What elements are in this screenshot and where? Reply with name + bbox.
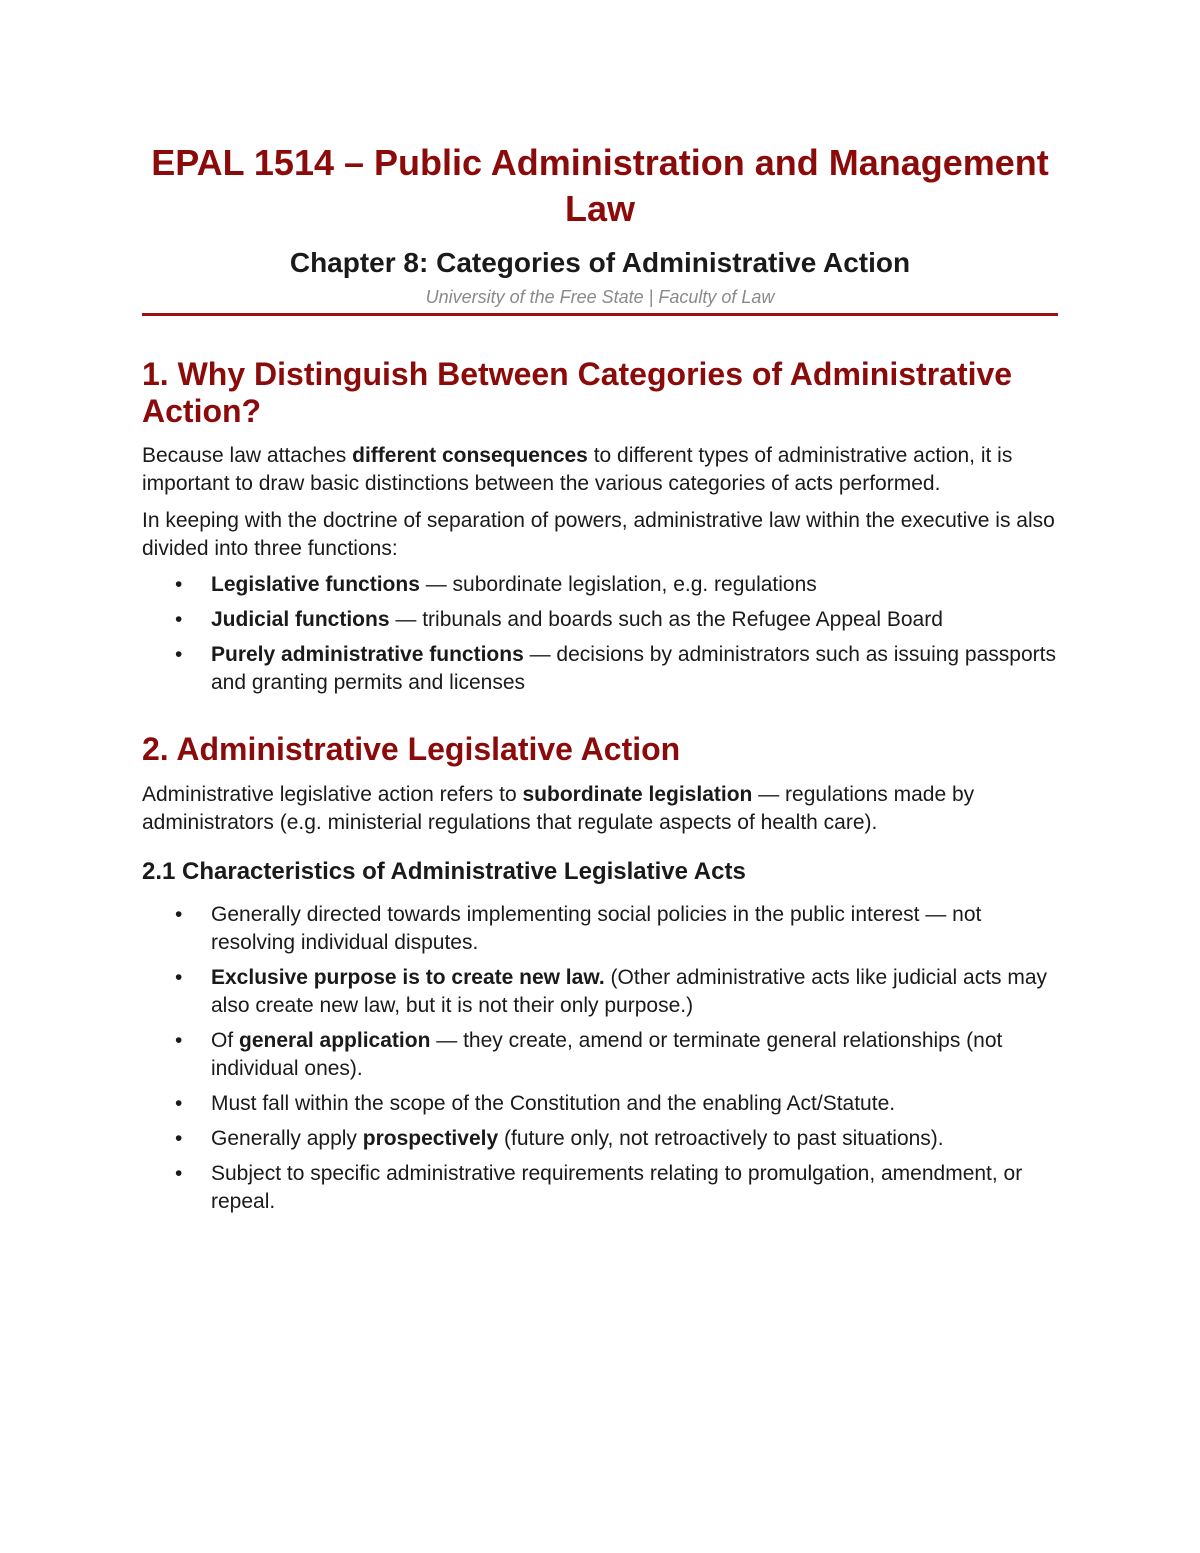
text-run: Subject to specific administrative requirements relating to promulgation, amendment, or repeal. bbox=[211, 1162, 1023, 1213]
text-run: Must fall within the scope of the Constitution and the enabling Act/Statute. bbox=[211, 1092, 896, 1115]
text-run: Because law attaches bbox=[142, 444, 353, 467]
section-2-1-heading: 2.1 Characteristics of Administrative Legislative Acts bbox=[142, 858, 746, 885]
bullet: • bbox=[175, 966, 183, 989]
bold-term: different consequences bbox=[352, 444, 588, 467]
text-run: Generally directed towards implementing social policies in the public interest — not resolving individual disputes. bbox=[211, 903, 982, 954]
bullet: • bbox=[175, 1092, 183, 1115]
text-run: Administrative legislative action refers to bbox=[142, 783, 523, 806]
document-title: EPAL 1514 – Public Administration and Management Law bbox=[151, 142, 1049, 229]
text-run: to different types of administrative action, it is important to draw basic distinctions between the various categories of acts performed. bbox=[142, 444, 1013, 495]
document-page bbox=[142, 140, 1058, 1223]
bold-term: general application bbox=[239, 1029, 431, 1052]
bold-term: Judicial functions bbox=[211, 608, 390, 631]
list-item bbox=[142, 571, 1058, 599]
bold-term: prospectively bbox=[362, 1127, 499, 1150]
text-run: — decisions by administrators such as issuing passports and granting permits and licenses bbox=[211, 643, 1056, 694]
chapter-subtitle: Chapter 8: Categories of Administrative Action bbox=[289, 247, 911, 278]
list-item bbox=[142, 1160, 1058, 1216]
list-item bbox=[142, 1027, 1058, 1083]
bullet: • bbox=[175, 573, 183, 596]
list-item bbox=[142, 964, 1058, 1020]
title-divider bbox=[142, 313, 1058, 316]
bullet: • bbox=[175, 1162, 183, 1185]
bold-term: Exclusive purpose is to create new law. bbox=[211, 966, 605, 989]
affiliation-line: University of the Free State | Faculty of Law bbox=[425, 287, 775, 307]
characteristics-list bbox=[142, 901, 1058, 1216]
list-item bbox=[142, 1125, 1058, 1153]
list-item bbox=[142, 1090, 1058, 1118]
bullet: • bbox=[175, 1127, 183, 1150]
bold-term: subordinate legislation bbox=[522, 783, 753, 806]
bold-term: Purely administrative functions bbox=[211, 643, 524, 666]
list-item bbox=[142, 641, 1058, 697]
text-run: — tribunals and boards such as the Refugee Appeal Board bbox=[389, 608, 943, 631]
text-run: (future only, not retroactively to past situations). bbox=[498, 1127, 944, 1150]
bullet: • bbox=[175, 608, 183, 631]
bold-term: Legislative functions bbox=[211, 573, 420, 596]
text-run: — subordinate legislation, e.g. regulations bbox=[419, 573, 817, 596]
text-run: — regulations made by administrators (e.g. ministerial regulations that regulate aspects of health care). bbox=[142, 783, 975, 834]
section-2-heading: 2. Administrative Legislative Action bbox=[142, 731, 681, 767]
text-run: (Other administrative acts like judicial acts may also create new law, but it is not their only purpose.) bbox=[211, 966, 1048, 1017]
text-run: Generally apply bbox=[211, 1127, 363, 1150]
section-1-paragraph-2: In keeping with the doctrine of separation of powers, administrative law within the executive is also divided into three functions: bbox=[142, 509, 1055, 560]
text-run: Of bbox=[211, 1029, 240, 1052]
functions-list bbox=[142, 571, 1058, 697]
list-item bbox=[142, 606, 1058, 634]
text-run: — they create, amend or terminate general relationships (not individual ones). bbox=[211, 1029, 1003, 1080]
bullet: • bbox=[175, 1029, 183, 1052]
section-1-heading: 1. Why Distinguish Between Categories of Administrative Action? bbox=[142, 356, 1013, 429]
bullet: • bbox=[175, 643, 183, 666]
list-item bbox=[142, 901, 1058, 957]
bullet: • bbox=[175, 903, 183, 926]
section-1-paragraph-1 bbox=[142, 442, 1058, 498]
section-2-paragraph bbox=[142, 781, 1058, 837]
